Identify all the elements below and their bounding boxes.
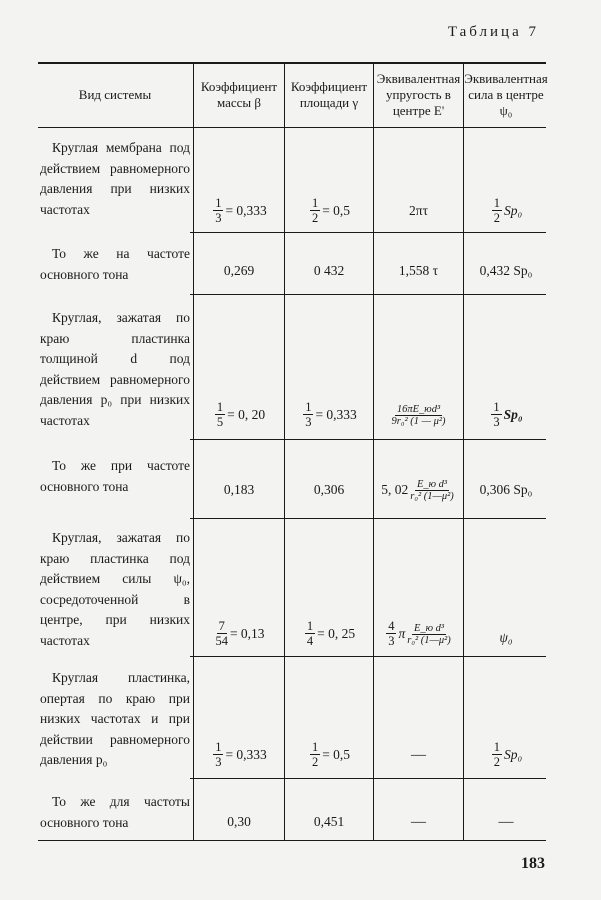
row2-gamma: 0 432 <box>313 263 345 278</box>
header-system-type: Вид системы <box>78 87 152 102</box>
row5-elasticity: $\frac{4}{3}$ π $\frac{\text{E\_ю d³}}{\text{r₀² (1—μ²)}}$ <box>388 619 451 648</box>
row1-gamma: $\frac{1}{2}$ = 0,5 <box>311 196 351 225</box>
row4-gamma: 0,306 <box>313 482 345 497</box>
row2-force: 0,432 Sp₀ <box>479 263 533 278</box>
row1-elasticity: 2πτ <box>409 203 428 218</box>
rule-row1 <box>190 232 546 233</box>
row7-description: То же для частоты основного тона <box>40 794 190 830</box>
rule-bottom <box>38 840 546 841</box>
header-mass-coefficient: Коэффициент массы β <box>200 79 278 110</box>
row7-gamma: 0,451 <box>313 814 345 829</box>
row2-description: То же на частоте основного тона <box>40 246 190 282</box>
row4-description: То же при частоте основного тона <box>40 458 190 494</box>
col-divider-4 <box>463 62 464 840</box>
row3-description: Круглая, зажатая по краю пластинка толщиной d под действием равномерного давления p₀ при низких частотах <box>40 310 190 428</box>
table-caption: Таблица 7 <box>447 24 539 40</box>
page-number: 183 <box>521 855 545 872</box>
rule-row5 <box>190 656 546 657</box>
row5-force: ψ₀ <box>499 630 513 645</box>
col-divider-2 <box>284 62 285 840</box>
row5-description: Круглая, зажатая по краю пластинка под действием силы ψ₀, сосредоточенной в центре, при низких частотах <box>40 530 190 648</box>
header-equivalent-elasticity: Эквивалентная упругость в центре E' <box>376 71 461 118</box>
row3-elasticity: $\frac{\text{16πE\_юd³}}{\text{9r₀² (1 — μ²)}}$ <box>391 403 446 427</box>
col-divider-1 <box>193 62 194 840</box>
header-equivalent-force: Эквивалентная сила в центре ψ₀ <box>464 71 548 118</box>
row4-beta: 0,183 <box>223 482 255 497</box>
row7-beta: 0,30 <box>227 814 251 829</box>
row1-description: Круглая мембрана под действием равномерного давления при низких частотах <box>40 140 190 217</box>
row3-beta: $\frac{1}{5}$ = 0, 20 <box>216 400 266 429</box>
row1-force: $\frac{1}{2}$ Sp₀ <box>493 196 523 225</box>
row2-elasticity: 1,558 τ <box>398 263 439 278</box>
header-area-coefficient: Коэффициент площади γ <box>290 79 368 110</box>
row5-beta: $\frac{7}{54}$ = 0,13 <box>215 619 265 648</box>
row1-beta: $\frac{1}{3}$ = 0,333 <box>215 196 267 225</box>
row6-description: Круглая пластинка, опертая по краю при низких частотах и при действии равномерного давления p₀ <box>40 670 190 768</box>
row3-gamma: $\frac{1}{3}$ = 0,333 <box>305 400 357 429</box>
row6-gamma: $\frac{1}{2}$ = 0,5 <box>311 740 351 769</box>
rule-row2 <box>190 294 546 295</box>
rule-header <box>38 127 546 128</box>
row6-elasticity: — <box>411 746 426 763</box>
row7-elasticity: — <box>411 813 426 830</box>
rule-row6 <box>190 778 546 779</box>
row4-elasticity: 5, 02 $\frac{\text{E\_ю d³}}{\text{r₀² (1—μ²)}}$ <box>381 478 454 502</box>
row6-beta: $\frac{1}{3}$ = 0,333 <box>215 740 267 769</box>
row7-force: — <box>498 813 514 830</box>
rule-row4 <box>190 518 546 519</box>
row4-force: 0,306 Sp₀ <box>479 482 533 497</box>
row2-beta: 0,269 <box>223 263 255 278</box>
rule-row3 <box>190 439 546 440</box>
row5-gamma: $\frac{1}{4}$ = 0, 25 <box>306 619 356 648</box>
row3-force: $\frac{1}{3}$ Sp₀ <box>493 400 523 429</box>
col-divider-3 <box>373 62 374 840</box>
row6-force: $\frac{1}{2}$ Sp₀ <box>493 740 523 769</box>
